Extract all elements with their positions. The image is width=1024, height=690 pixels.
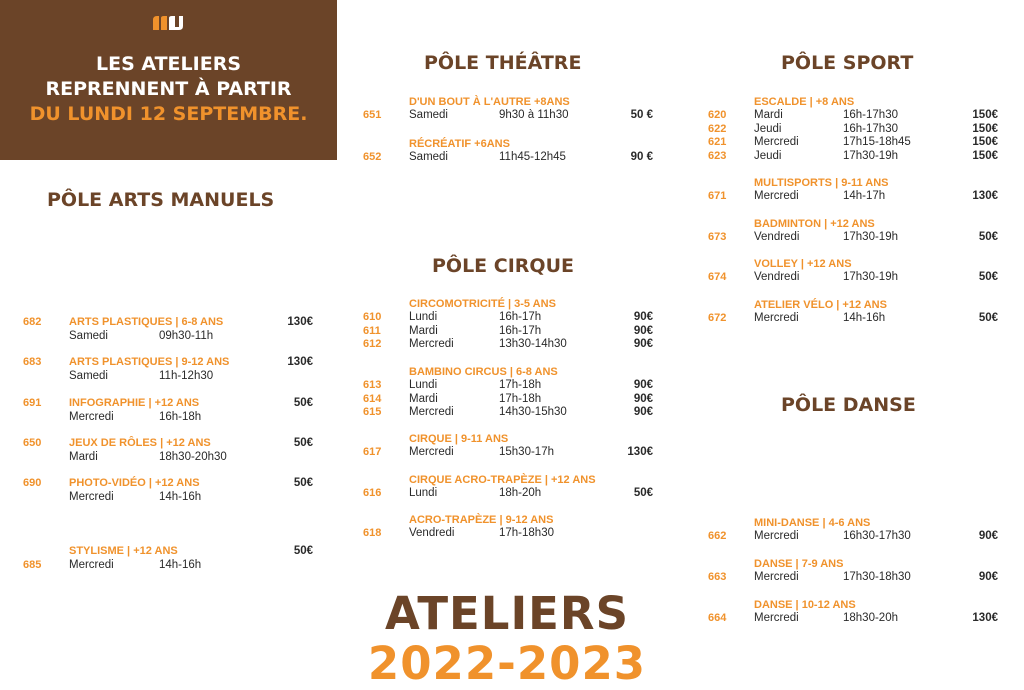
atelier-day: Mercredi: [409, 338, 454, 350]
atelier-code: 615: [363, 406, 382, 418]
footer-year: 2022-2023: [367, 637, 647, 690]
atelier-time: 17h15-18h45: [843, 136, 911, 148]
atelier-time: 14h-17h: [843, 190, 886, 202]
pole-danse-heading: PÔLE DANSE: [781, 394, 916, 416]
atelier-day: Mercredi: [754, 136, 799, 148]
atelier-price: 90€: [633, 324, 653, 337]
pole-arts-heading: PÔLE ARTS MANUELS: [47, 189, 275, 211]
atelier-price: 90€: [978, 571, 998, 583]
atelier-code: 674: [708, 271, 727, 283]
atelier-price: 90€: [633, 379, 653, 391]
atelier-code: 662: [708, 530, 727, 542]
atelier-title: MULTISPORTS | 9-11 ANS: [754, 177, 889, 189]
banner-line-1: LES ATELIERS: [95, 53, 242, 75]
atelier-code: 614: [363, 392, 382, 405]
atelier-code: 690: [23, 477, 42, 489]
atelier-title: JEUX DE RÔLES | +12 ANS: [69, 437, 211, 449]
atelier-title: PHOTO-VIDÉO | +12 ANS: [69, 477, 200, 489]
atelier-time: 09h30-11h: [159, 330, 214, 342]
pole-sport-heading: PÔLE SPORT: [781, 52, 914, 74]
atelier-code: 612: [363, 338, 382, 350]
atelier-code: 673: [708, 231, 727, 243]
atelier-time: 17h-18h: [499, 392, 542, 405]
atelier-price: 50€: [978, 312, 998, 324]
atelier-title: BAMBINO CIRCUS | 6-8 ANS: [409, 366, 558, 378]
atelier-price: 90 €: [630, 151, 653, 163]
atelier-time: 18h-20h: [499, 487, 542, 499]
atelier-price: 50€: [633, 487, 653, 499]
atelier-title: RÉCRÉATIF +6ANS: [409, 138, 510, 150]
atelier-time: 16h-17h: [499, 311, 542, 323]
atelier-code: 623: [708, 149, 727, 162]
atelier-title: INFOGRAPHIE | +12 ANS: [69, 397, 200, 409]
atelier-title: ARTS PLASTIQUES | 6-8 ANS: [69, 316, 224, 328]
atelier-day: Mercredi: [69, 411, 114, 423]
atelier-code: 683: [23, 356, 42, 368]
atelier-time: 16h-17h30: [843, 122, 898, 135]
atelier-time: 17h30-19h: [843, 271, 898, 283]
banner-line-3: DU LUNDI 12 SEPTEMBRE.: [29, 103, 308, 125]
atelier-price: 50€: [293, 397, 313, 409]
atelier-code: 685: [23, 559, 42, 571]
atelier-price: 130€: [627, 446, 653, 458]
atelier-code: 691: [23, 397, 42, 409]
atelier-price: 130€: [972, 612, 998, 624]
atelier-time: 14h-16h: [159, 559, 202, 571]
atelier-code: 611: [363, 324, 381, 337]
atelier-day: Samedi: [409, 109, 448, 121]
mj-logo: [151, 14, 185, 32]
atelier-price: 50€: [293, 437, 313, 449]
atelier-day: Mercredi: [754, 612, 799, 624]
pole-cirque-heading: PÔLE CIRQUE: [432, 255, 574, 277]
atelier-day: Mercredi: [409, 446, 454, 458]
atelier-title: DANSE | 10-12 ANS: [754, 599, 856, 611]
atelier-title: ACRO-TRAPÈZE | 9-12 ANS: [409, 514, 554, 526]
atelier-title: D'UN BOUT À L'AUTRE +8ANS: [409, 96, 570, 108]
atelier-day: Mercredi: [754, 312, 799, 324]
atelier-price: 90€: [633, 392, 653, 405]
atelier-code: 622: [708, 122, 727, 135]
atelier-price: 50€: [978, 271, 998, 283]
atelier-day: Mercredi: [69, 491, 114, 503]
atelier-day: Mercredi: [409, 406, 454, 418]
atelier-time: 14h30-15h30: [499, 406, 567, 418]
atelier-time: 17h30-19h: [843, 231, 898, 243]
atelier-code: 616: [363, 487, 382, 499]
atelier-price: 150€: [972, 122, 998, 135]
atelier-day: Mercredi: [69, 559, 114, 571]
atelier-day: Jeudi: [754, 122, 782, 135]
atelier-code: 651: [363, 109, 382, 121]
atelier-price: 50€: [293, 477, 313, 489]
atelier-day: Lundi: [409, 311, 438, 323]
atelier-title: ATELIER VÉLO | +12 ANS: [754, 299, 887, 311]
atelier-time: 14h-16h: [843, 312, 886, 324]
atelier-code: 620: [708, 109, 727, 121]
atelier-price: 150€: [972, 109, 998, 121]
atelier-day: Samedi: [409, 151, 448, 163]
atelier-day: Vendredi: [754, 271, 800, 283]
atelier-price: 50€: [293, 545, 313, 557]
header-banner: [0, 0, 337, 160]
footer-title: ATELIERS: [385, 587, 629, 640]
atelier-time: 9h30 à 11h30: [499, 109, 569, 121]
banner-text: [0, 52, 337, 127]
atelier-code: 613: [363, 379, 382, 391]
atelier-time: 16h-18h: [159, 411, 202, 423]
atelier-time: 16h-17h: [499, 324, 542, 337]
atelier-code: 663: [708, 571, 727, 583]
atelier-time: 17h30-18h30: [843, 571, 911, 583]
atelier-day: Lundi: [409, 487, 438, 499]
atelier-title: ARTS PLASTIQUES | 9-12 ANS: [69, 356, 230, 368]
atelier-day: Samedi: [69, 370, 108, 382]
atelier-price: 50 €: [630, 109, 653, 121]
atelier-title: CIRQUE ACRO-TRAPÈZE | +12 ANS: [409, 474, 596, 486]
atelier-title: BADMINTON | +12 ANS: [754, 218, 875, 230]
atelier-day: Mardi: [754, 109, 783, 121]
atelier-day: Lundi: [409, 379, 438, 391]
atelier-time: 16h30-17h30: [843, 530, 911, 542]
atelier-price: 90€: [633, 311, 653, 323]
atelier-title: DANSE | 7-9 ANS: [754, 558, 844, 570]
atelier-title: CIRQUE | 9-11 ANS: [409, 433, 509, 445]
atelier-time: 13h30-14h30: [499, 338, 567, 350]
atelier-title: STYLISME | +12 ANS: [69, 545, 178, 557]
atelier-time: 17h-18h30: [499, 527, 554, 539]
atelier-day: Mardi: [409, 392, 438, 405]
atelier-code: 664: [708, 612, 727, 624]
atelier-day: Mardi: [69, 451, 98, 463]
atelier-code: 621: [708, 136, 727, 148]
atelier-code: 652: [363, 151, 382, 163]
atelier-time: 11h45-12h45: [499, 151, 566, 163]
atelier-code: 617: [363, 446, 382, 458]
atelier-day: Mercredi: [754, 530, 799, 542]
atelier-day: Vendredi: [754, 231, 800, 243]
atelier-code: 610: [363, 311, 382, 323]
atelier-day: Samedi: [69, 330, 108, 342]
atelier-price: 130€: [972, 190, 998, 202]
atelier-price: 90€: [633, 406, 653, 418]
atelier-title: CIRCOMOTRICITÉ | 3-5 ANS: [409, 298, 556, 310]
atelier-code: 671: [708, 190, 727, 202]
atelier-day: Vendredi: [409, 527, 455, 539]
atelier-time: 17h-18h: [499, 379, 542, 391]
atelier-day: Mercredi: [754, 571, 799, 583]
banner-line-2: REPRENNENT À PARTIR: [45, 78, 292, 100]
atelier-title: MINI-DANSE | 4-6 ANS: [754, 517, 871, 529]
atelier-day: Mardi: [409, 324, 438, 337]
atelier-code: 650: [23, 437, 42, 449]
pole-theatre-heading: PÔLE THÉÂTRE: [424, 52, 582, 74]
atelier-code: 618: [363, 527, 382, 539]
atelier-time: 11h-12h30: [159, 370, 214, 382]
atelier-time: 16h-17h30: [843, 109, 898, 121]
atelier-day: Mercredi: [754, 190, 799, 202]
atelier-day: Jeudi: [754, 149, 782, 162]
atelier-price: 150€: [972, 149, 998, 162]
atelier-code: 682: [23, 316, 42, 328]
atelier-title: VOLLEY | +12 ANS: [754, 258, 852, 270]
atelier-price: 50€: [978, 231, 998, 243]
atelier-price: 90€: [978, 530, 998, 542]
atelier-time: 17h30-19h: [843, 149, 898, 162]
atelier-time: 15h30-17h: [499, 446, 554, 458]
atelier-price: 130€: [287, 316, 313, 328]
atelier-price: 130€: [287, 356, 313, 368]
atelier-title: ESCALDE | +8 ANS: [754, 96, 855, 108]
atelier-time: 14h-16h: [159, 491, 202, 503]
atelier-time: 18h30-20h30: [159, 451, 227, 463]
atelier-price: 90€: [633, 338, 653, 350]
atelier-price: 150€: [972, 136, 998, 148]
atelier-code: 672: [708, 312, 727, 324]
atelier-time: 18h30-20h: [843, 612, 898, 624]
